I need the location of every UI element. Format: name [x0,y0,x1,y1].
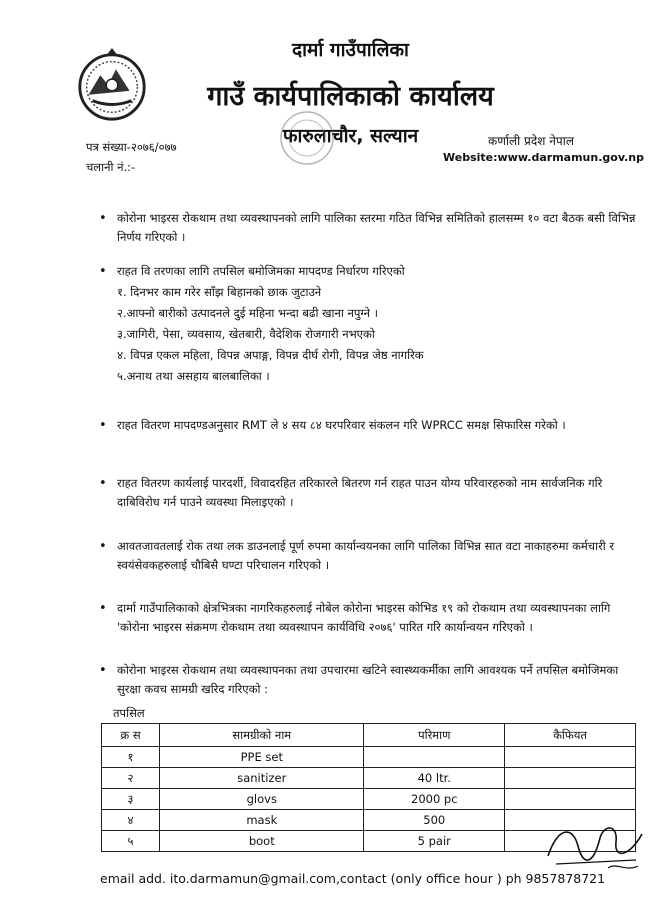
province-label: कर्णाली प्रदेश नेपाल [488,134,574,148]
bullet-item: • राहत वि तरणका लागि तपसिल बमोजिमका मापदण्ड निर्धारण गरिएको १. दिनभर काम गरेर साँझ बिहानको छाक जुटाउने २.आफ्नो बारीको उत्पादनले दुई महिना भन्दा बढी खाना नपुग्ने । ३.जागिरी, पेसा, व्यवसाय, खेतबारी, वैदेशिक रोजगारी नभएको ४. विपन्न एकल महिला, विपन्न अपाङ्ग, विपन्न दीर्घ रोगी, विपन्न जेष्ठ नागरिक ५.अनाथ तथा असहाय बालबालिका । [117,262,637,386]
table-cell [505,789,636,810]
table-cell: १ [102,747,160,768]
table-header-row [102,724,636,747]
table-cell: 2000 pc [364,789,505,810]
criteria-item: १. दिनभर काम गरेर साँझ बिहानको छाक जुटाउने [117,285,322,299]
bullet-dot-icon: • [99,211,107,226]
table-row [102,747,636,768]
table-cell [364,747,505,768]
criteria-item: ४. विपन्न एकल महिला, विपन्न अपाङ्ग, विपन्न दीर्घ रोगी, विपन्न जेष्ठ नागरिक [117,348,424,362]
table-cell: sanitizer [160,768,364,789]
bullet-item: • आवतजावतलाई रोक तथा लक डाउनलाई पूर्ण रुपमा कार्यान्वयनका लागि पालिका विभिन्न सात वटा नाकाहरुमा कर्मचारी र स्वयंसेवकहरुलाई चौबिसै घण्टा परिचालन गरिएको । [99,539,615,572]
column-header: सामग्रीको नाम [160,724,364,747]
column-header: परिमाण [364,724,505,747]
table-cell: PPE set [160,747,364,768]
bullet-dot-icon: • [99,539,107,554]
table-cell: ४ [102,810,160,831]
table-cell: ५ [102,831,160,852]
criteria-item: ३.जागिरी, पेसा, व्यवसाय, खेतबारी, वैदेशिक रोजगारी नभएको [117,327,375,341]
table-cell: mask [160,810,364,831]
dispatch-number: चलानी नं.:- [86,160,136,174]
table-cell [505,747,636,768]
bullet-item: • राहत वितरण मापदण्डअनुसार RMT ले ४ सय ८४ घरपरिवार संकलन गरि WPRCC समक्ष सिफारिस गरेको । [99,418,566,433]
contact-footer: email add. ito.darmamun@gmail.com,contact (only office hour ) ph 9857878721 [100,871,606,886]
office-address: फारुलाचौर, सल्यान [282,125,419,147]
website-link[interactable]: Website:www.darmamun.gov.np [443,151,644,164]
table-cell: glovs [160,789,364,810]
table-cell: ३ [102,789,160,810]
table-cell: 40 ltr. [364,768,505,789]
table-row [102,789,636,810]
bullet-item: • कोरोना भाइरस रोकथाम तथा व्यवस्थापनको लागि पालिका स्तरमा गठित विभिन्न समितिको हालसम्म १० वटा बैठक बसी विभिन्न निर्णय गरिएको । [99,211,636,244]
table-cell: 500 [364,810,505,831]
municipality-name: दार्मा गाउँपालिका [292,39,409,61]
table-cell: 5 pair [364,831,505,852]
column-header: क्र स [102,724,160,747]
bullet-dot-icon: • [99,601,107,616]
bullet-dot-icon: • [99,663,107,678]
table-caption: तपसिल [113,706,145,720]
criteria-item: ५.अनाथ तथा असहाय बालबालिका । [117,369,270,383]
bullet-item: • कोरोना भाइरस रोकथाम तथा व्यवस्थापनका तथा उपचारमा खटिने स्वास्थ्यकर्मीका लागि आवश्यक पर्ने तपसिल बमोजिमका सुरक्षा कवच सामग्री खरिद गरिएको : [99,663,619,696]
column-header: कैफियत [505,724,636,747]
bullet-dot-icon: • [99,418,107,433]
table-row [102,768,636,789]
signature-icon [538,816,648,876]
bullet-dot-icon: • [99,264,107,279]
table-cell: boot [160,831,364,852]
table-cell: २ [102,768,160,789]
bullet-dot-icon: • [99,476,107,491]
table-cell [505,768,636,789]
office-stamp-icon [276,108,338,168]
reference-number: पत्र संख्या-२०७६/०७७ [86,140,177,154]
bullet-item: • दार्मा गाउँपालिकाको क्षेत्रभित्रका नागरिकहरुलाई नोबेल कोरोना भाइरस कोभिड १९ को रोकथाम तथा व्यवस्थापनका लागि 'कोरोना भाइरस संक्रमण रोकथाम तथा व्यवस्थापन कार्यविधि २०७६' पारित गरि कार्यान्वयन गरिएको । [99,601,611,634]
criteria-item: २.आफ्नो बारीको उत्पादनले दुई महिना भन्दा बढी खाना नपुग्ने । [117,306,379,320]
office-title: गाउँ कार्यपालिकाको कार्यालय [207,81,494,112]
bullet-item: • राहत वितरण कार्यलाई पारदर्शी, विवादरहित तरिकारले बितरण गर्न राहत पाउन योग्य परिवारहरुको नाम सार्वजनिक गरि दाबिविरोध गर्न पाउने व्यवस्था मिलाइएको । [99,476,603,509]
